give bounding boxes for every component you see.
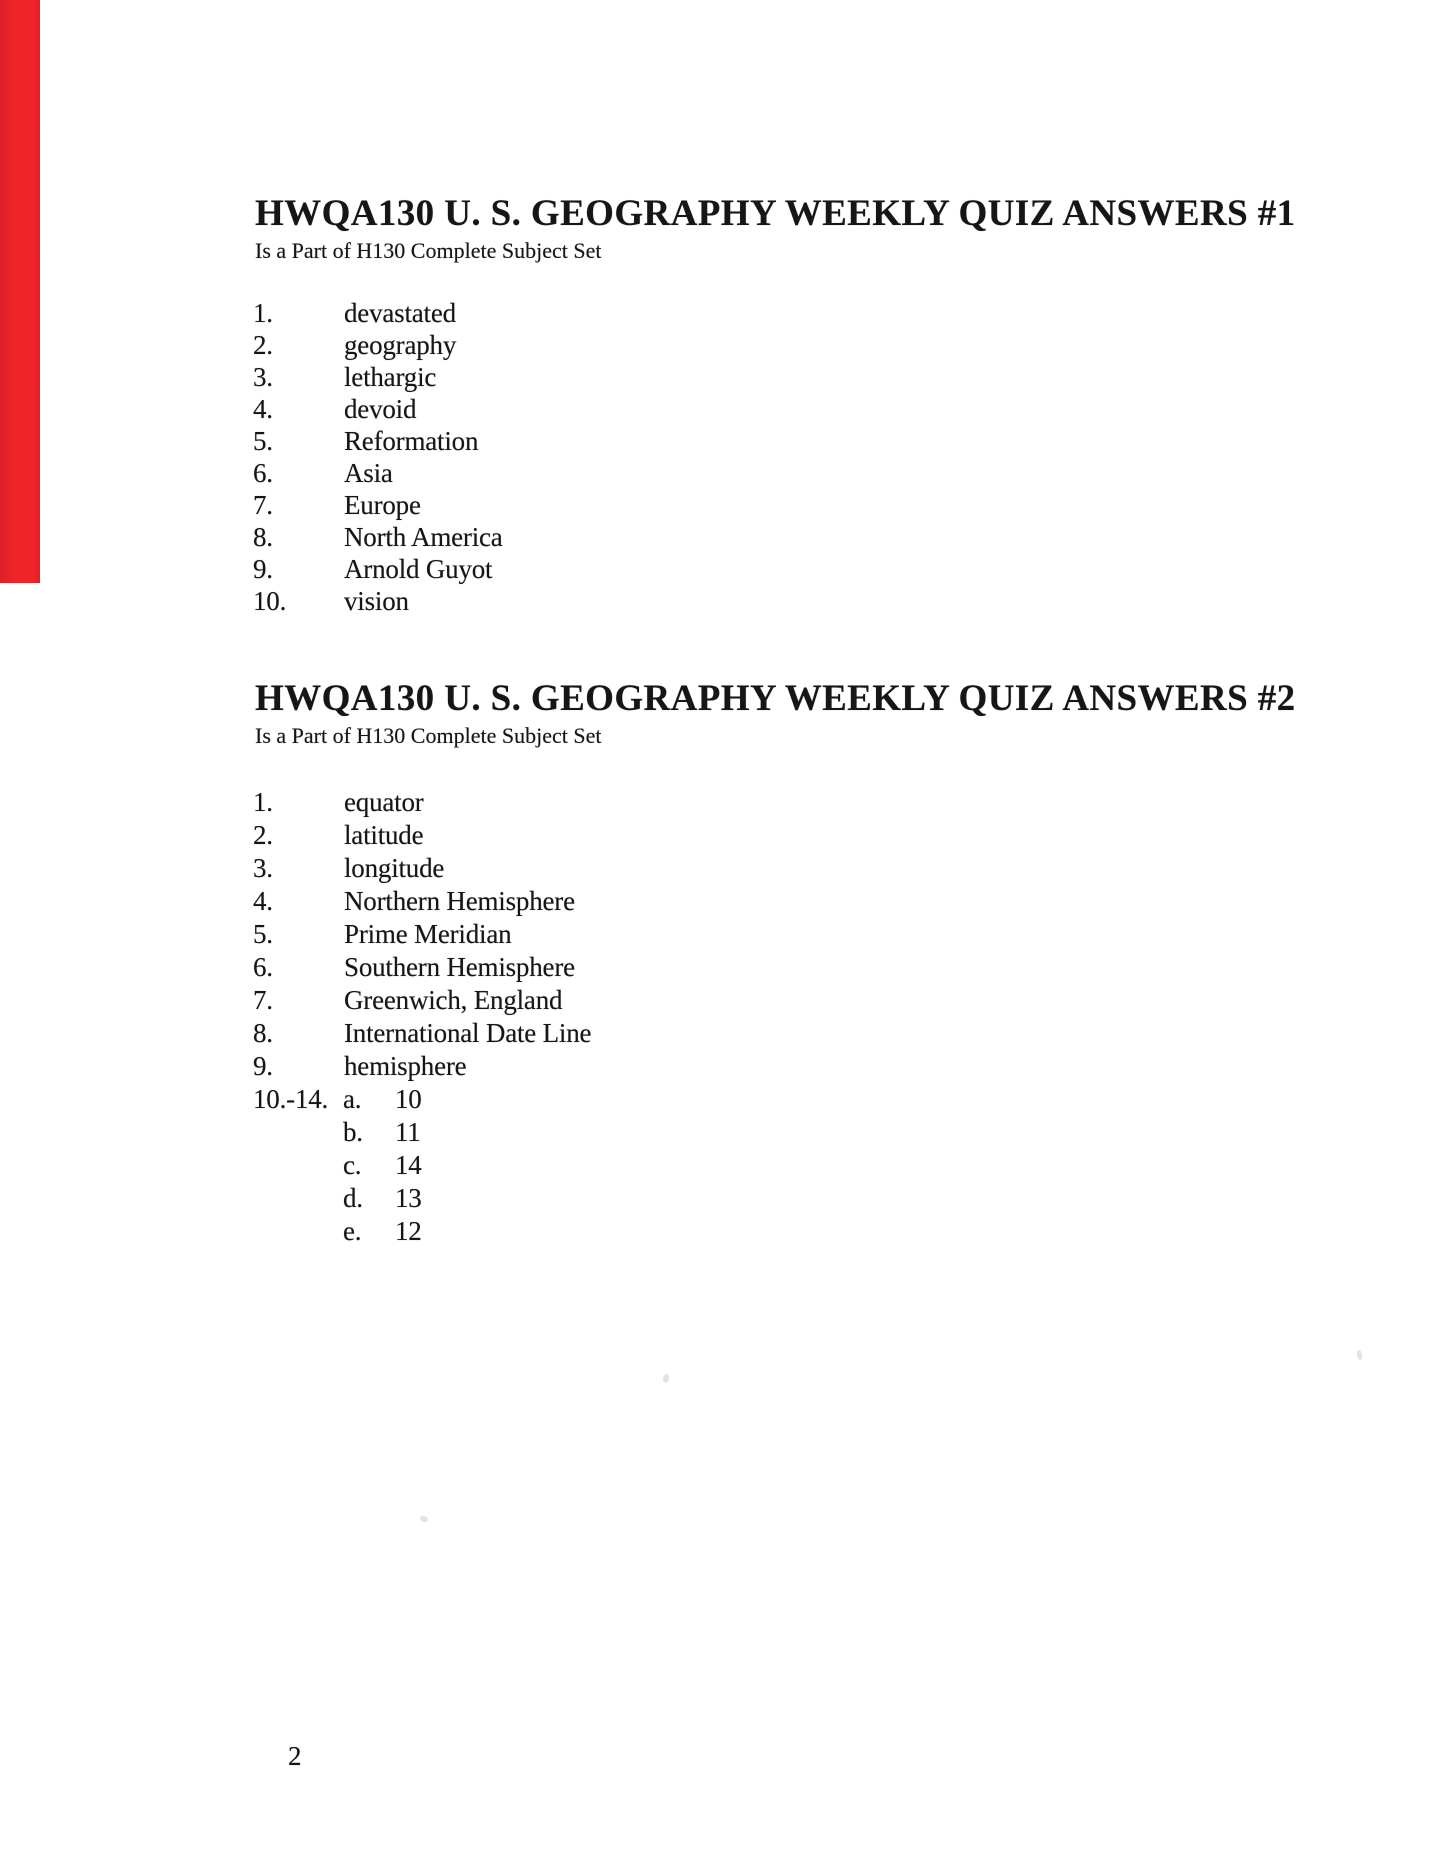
answer-row bbox=[253, 1050, 591, 1083]
option-value: 10 bbox=[395, 1084, 422, 1114]
multi-answer-block bbox=[253, 1083, 422, 1248]
answer-text: International Date Line bbox=[344, 1018, 592, 1048]
option-letter: a. bbox=[343, 1084, 362, 1114]
answer-row bbox=[253, 457, 503, 489]
answer-text: Asia bbox=[344, 458, 393, 488]
answer-number: 8. bbox=[253, 522, 273, 552]
option-value: 12 bbox=[395, 1216, 422, 1246]
answer-number: 4. bbox=[253, 394, 273, 424]
answer-row bbox=[253, 918, 591, 951]
answer-text: lethargic bbox=[344, 362, 437, 392]
answer-text: Northern Hemisphere bbox=[344, 886, 575, 916]
answer-row bbox=[253, 297, 503, 329]
range-label-spacer bbox=[253, 1182, 343, 1215]
answer-text: devoid bbox=[344, 394, 417, 424]
range-label-spacer bbox=[253, 1215, 343, 1248]
multi-answer-row bbox=[253, 1083, 422, 1116]
section-2-title: HWQA130 U. S. GEOGRAPHY WEEKLY QUIZ ANSWERS #2 bbox=[255, 678, 1296, 719]
answer-text: equator bbox=[344, 787, 424, 817]
range-label-spacer bbox=[253, 1116, 343, 1149]
answer-number: 3. bbox=[253, 853, 273, 883]
answer-row bbox=[253, 951, 591, 984]
option-letter: e. bbox=[343, 1216, 362, 1246]
multi-answer-row bbox=[253, 1149, 422, 1182]
answer-text: Southern Hemisphere bbox=[344, 952, 575, 982]
answer-row bbox=[253, 521, 503, 553]
answer-row bbox=[253, 329, 503, 361]
answer-text: Europe bbox=[344, 490, 421, 520]
answer-row bbox=[253, 553, 503, 585]
option-value: 13 bbox=[395, 1183, 422, 1213]
answer-list-1 bbox=[253, 297, 503, 617]
answer-number: 7. bbox=[253, 490, 273, 520]
section-2-subtitle: Is a Part of H130 Complete Subject Set bbox=[255, 723, 602, 748]
answer-text: Prime Meridian bbox=[344, 919, 512, 949]
answer-number: 10. bbox=[253, 586, 287, 616]
scan-smudge bbox=[419, 1515, 429, 1523]
answer-row bbox=[253, 984, 591, 1017]
answer-number: 9. bbox=[253, 1051, 273, 1081]
answer-number: 2. bbox=[253, 820, 273, 850]
option-letter: b. bbox=[343, 1117, 363, 1147]
answer-number: 3. bbox=[253, 362, 273, 392]
answer-row bbox=[253, 819, 591, 852]
scan-smudge bbox=[662, 1373, 670, 1383]
answer-list-2 bbox=[253, 786, 591, 1083]
multi-answer-row bbox=[253, 1116, 422, 1149]
section-1-title: HWQA130 U. S. GEOGRAPHY WEEKLY QUIZ ANSWERS #1 bbox=[255, 193, 1296, 234]
answer-row bbox=[253, 786, 591, 819]
answer-number: 5. bbox=[253, 426, 273, 456]
answer-number: 9. bbox=[253, 554, 273, 584]
answer-number: 8. bbox=[253, 1018, 273, 1048]
page-number: 2 bbox=[288, 1741, 302, 1771]
answer-number: 5. bbox=[253, 919, 273, 949]
answer-number: 6. bbox=[253, 458, 273, 488]
answer-text: Arnold Guyot bbox=[344, 554, 493, 584]
answer-text: hemisphere bbox=[344, 1051, 467, 1081]
answer-row bbox=[253, 852, 591, 885]
answer-row bbox=[253, 425, 503, 457]
multi-answer-row bbox=[253, 1182, 422, 1215]
range-label: 10.-14. bbox=[253, 1084, 329, 1114]
answer-text: geography bbox=[344, 330, 457, 360]
answer-number: 6. bbox=[253, 952, 273, 982]
option-value: 14 bbox=[395, 1150, 422, 1180]
range-label-spacer bbox=[253, 1149, 343, 1182]
option-letter: c. bbox=[343, 1150, 362, 1180]
answer-row bbox=[253, 585, 503, 617]
red-scan-edge-strip bbox=[0, 0, 40, 583]
scan-smudge bbox=[1356, 1350, 1362, 1361]
answer-row bbox=[253, 1017, 591, 1050]
answer-row bbox=[253, 361, 503, 393]
answer-text: devastated bbox=[344, 298, 456, 328]
answer-number: 1. bbox=[253, 787, 273, 817]
answer-text: longitude bbox=[344, 853, 445, 883]
answer-text: Greenwich, England bbox=[344, 985, 563, 1015]
answer-text: North America bbox=[344, 522, 503, 552]
answer-row bbox=[253, 489, 503, 521]
answer-row bbox=[253, 885, 591, 918]
option-letter: d. bbox=[343, 1183, 363, 1213]
option-value: 11 bbox=[395, 1117, 421, 1147]
section-1-subtitle: Is a Part of H130 Complete Subject Set bbox=[255, 238, 602, 263]
answer-row bbox=[253, 393, 503, 425]
answer-text: latitude bbox=[344, 820, 424, 850]
answer-number: 2. bbox=[253, 330, 273, 360]
answer-number: 4. bbox=[253, 886, 273, 916]
answer-number: 7. bbox=[253, 985, 273, 1015]
answer-number: 1. bbox=[253, 298, 273, 328]
answer-text: vision bbox=[344, 586, 409, 616]
answer-text: Reformation bbox=[344, 426, 479, 456]
multi-answer-row bbox=[253, 1215, 422, 1248]
